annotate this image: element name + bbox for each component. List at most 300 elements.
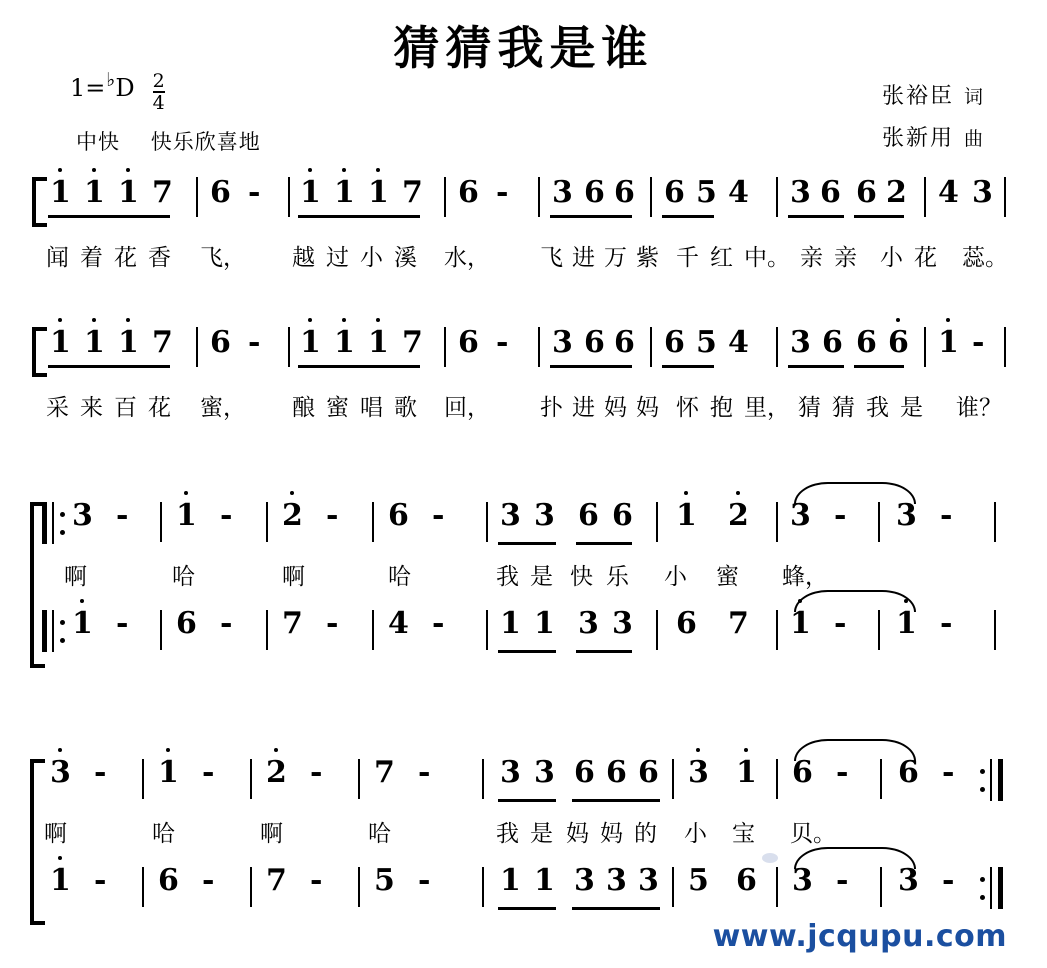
lyric-syllable: 哈 bbox=[368, 821, 391, 847]
note: 6 bbox=[458, 175, 479, 210]
note: 2 bbox=[728, 498, 749, 533]
note: 1 bbox=[334, 325, 355, 360]
beam bbox=[298, 215, 420, 218]
lyric-syllable: 里， bbox=[744, 395, 790, 421]
note: - bbox=[834, 498, 847, 533]
system-bracket bbox=[32, 177, 47, 227]
barline bbox=[776, 327, 778, 367]
lyric-syllable: 中。 bbox=[744, 245, 790, 271]
system-bracket bbox=[32, 327, 47, 377]
barline bbox=[538, 177, 540, 217]
lyricist: 张裕臣 词 bbox=[881, 84, 985, 109]
repeat-barline bbox=[42, 502, 47, 544]
barline bbox=[650, 327, 652, 367]
beam bbox=[788, 365, 844, 368]
barline bbox=[656, 610, 658, 650]
note: - bbox=[220, 498, 233, 533]
barline bbox=[776, 759, 778, 799]
barline bbox=[266, 502, 268, 542]
lyric-syllable: 蜜， bbox=[200, 395, 246, 421]
note: 3 bbox=[792, 863, 813, 898]
repeat-barline bbox=[42, 610, 47, 652]
lyric-syllable: 是 bbox=[530, 821, 553, 847]
notes-row-lower bbox=[0, 863, 1047, 917]
lyric-syllable: 红 bbox=[710, 245, 733, 271]
lyric-syllable: 蜂， bbox=[782, 564, 828, 590]
barline bbox=[538, 327, 540, 367]
lyric-syllable: 啊 bbox=[260, 821, 283, 847]
note: 4 bbox=[728, 175, 749, 210]
note: - bbox=[248, 175, 261, 210]
note: 2 bbox=[266, 755, 287, 790]
lyric-syllable: 啊 bbox=[64, 564, 87, 590]
barline bbox=[196, 177, 198, 217]
barline bbox=[776, 177, 778, 217]
barline bbox=[250, 867, 252, 907]
lyric-syllable: 扑 bbox=[540, 395, 563, 421]
music-system-3 bbox=[0, 498, 1047, 660]
note: 6 bbox=[822, 325, 843, 360]
repeat-barline bbox=[52, 610, 54, 652]
note: 7 bbox=[266, 863, 287, 898]
repeat-dot bbox=[60, 638, 65, 643]
lyric-syllable: 妈 bbox=[604, 395, 627, 421]
lyric-syllable: 过 bbox=[326, 245, 349, 271]
music-system-4 bbox=[0, 755, 1047, 917]
note: 1 bbox=[50, 325, 71, 360]
barline bbox=[266, 610, 268, 650]
note: 6 bbox=[736, 863, 757, 898]
notes-row-upper bbox=[0, 755, 1047, 809]
lyric-syllable: 乐 bbox=[606, 564, 629, 590]
note: 6 bbox=[574, 755, 595, 790]
composer: 张新用 曲 bbox=[881, 125, 985, 151]
note: 6 bbox=[856, 175, 877, 210]
note: 6 bbox=[614, 325, 635, 360]
note: 1 bbox=[118, 325, 139, 360]
note: 3 bbox=[896, 498, 917, 533]
beam bbox=[788, 215, 844, 218]
repeat-dot bbox=[980, 769, 985, 774]
lyric-syllable: 哈 bbox=[388, 564, 411, 590]
key-signature bbox=[70, 69, 165, 115]
beam bbox=[662, 365, 714, 368]
note: 2 bbox=[886, 175, 907, 210]
lyric-syllable: 亲 bbox=[800, 245, 823, 271]
note: 1 bbox=[368, 325, 389, 360]
barline bbox=[372, 502, 374, 542]
note: - bbox=[310, 863, 323, 898]
note: - bbox=[972, 325, 985, 360]
beam bbox=[298, 365, 420, 368]
lyric-syllable: 花 bbox=[148, 395, 171, 421]
note: - bbox=[496, 325, 509, 360]
lyric-syllable: 贝。 bbox=[790, 821, 836, 847]
note: 3 bbox=[72, 498, 93, 533]
note: 6 bbox=[664, 325, 685, 360]
barline bbox=[878, 610, 880, 650]
beam bbox=[576, 542, 632, 545]
note: 1 bbox=[534, 863, 555, 898]
flat-symbol: ♭ bbox=[106, 69, 116, 91]
lyric-syllable: 小 bbox=[664, 564, 687, 590]
repeat-dot bbox=[980, 787, 985, 792]
barline bbox=[486, 502, 488, 542]
note: 7 bbox=[374, 755, 395, 790]
lyric-syllable: 万 bbox=[604, 245, 627, 271]
lyric-syllable: 百 bbox=[114, 395, 137, 421]
barline bbox=[994, 502, 996, 542]
lyric-syllable: 闻 bbox=[46, 245, 69, 271]
repeat-dot bbox=[60, 530, 65, 535]
lyric-syllable: 怀 bbox=[676, 395, 699, 421]
barline bbox=[196, 327, 198, 367]
lyric-syllable: 飞， bbox=[200, 245, 246, 271]
lyric-syllable: 是 bbox=[530, 564, 553, 590]
lyric-syllable: 啊 bbox=[44, 821, 67, 847]
repeat-barline bbox=[998, 759, 1003, 801]
tempo-expression bbox=[76, 126, 261, 156]
note: 3 bbox=[638, 863, 659, 898]
time-signature-numerator: 2 bbox=[152, 70, 165, 92]
note: 3 bbox=[898, 863, 919, 898]
note: 5 bbox=[688, 863, 709, 898]
music-system-2 bbox=[0, 325, 1047, 419]
note: 6 bbox=[612, 498, 633, 533]
barline bbox=[924, 327, 926, 367]
lyric-syllable: 啊 bbox=[282, 564, 305, 590]
beam bbox=[498, 542, 556, 545]
barline bbox=[160, 502, 162, 542]
note: 3 bbox=[688, 755, 709, 790]
note: 6 bbox=[820, 175, 841, 210]
note: 4 bbox=[938, 175, 959, 210]
beam bbox=[854, 215, 904, 218]
page-title: 猜猜我是谁 bbox=[393, 21, 654, 75]
barline bbox=[160, 610, 162, 650]
note: - bbox=[202, 755, 215, 790]
note: 6 bbox=[856, 325, 877, 360]
note: 3 bbox=[790, 498, 811, 533]
lyric-syllable: 我 bbox=[496, 564, 519, 590]
note: 5 bbox=[696, 175, 717, 210]
beam bbox=[576, 650, 632, 653]
notes-row-lower bbox=[0, 606, 1047, 660]
note: 3 bbox=[534, 498, 555, 533]
note: 1 bbox=[50, 175, 71, 210]
lyric-syllable: 香 bbox=[148, 245, 171, 271]
note: 3 bbox=[790, 175, 811, 210]
note: 3 bbox=[500, 498, 521, 533]
note: 3 bbox=[50, 755, 71, 790]
repeat-barline bbox=[998, 867, 1003, 909]
note: 7 bbox=[402, 175, 423, 210]
paper-smudge bbox=[762, 853, 778, 863]
barline bbox=[650, 177, 652, 217]
lyric-syllable: 花 bbox=[914, 245, 937, 271]
lyric-syllable: 回， bbox=[444, 395, 490, 421]
note: 3 bbox=[578, 606, 599, 641]
lyric-syllable: 飞 bbox=[540, 245, 563, 271]
note: 1 bbox=[534, 606, 555, 641]
lyric-syllable: 哈 bbox=[152, 821, 175, 847]
lyric-syllable: 千 bbox=[676, 245, 699, 271]
note: 6 bbox=[388, 498, 409, 533]
note: 3 bbox=[534, 755, 555, 790]
note: 6 bbox=[614, 175, 635, 210]
beam bbox=[498, 907, 556, 910]
lyric-syllable: 越 bbox=[292, 245, 315, 271]
lyric-syllable: 蕊。 bbox=[962, 245, 1008, 271]
note: 1 bbox=[500, 606, 521, 641]
note: 3 bbox=[972, 175, 993, 210]
note: 3 bbox=[552, 175, 573, 210]
lyric-syllable: 溪 bbox=[394, 245, 417, 271]
beam bbox=[572, 799, 660, 802]
note: 7 bbox=[728, 606, 749, 641]
lyric-syllable: 亲 bbox=[834, 245, 857, 271]
note: - bbox=[94, 755, 107, 790]
notes-row bbox=[0, 325, 1047, 379]
note: 1 bbox=[790, 606, 811, 641]
lyric-syllable: 采 bbox=[46, 395, 69, 421]
note: - bbox=[418, 863, 431, 898]
note: 3 bbox=[606, 863, 627, 898]
note: 6 bbox=[898, 755, 919, 790]
lyric-syllable: 蜜 bbox=[716, 564, 739, 590]
notes-row-upper bbox=[0, 498, 1047, 552]
lyric-syllable: 小 bbox=[360, 245, 383, 271]
note: - bbox=[202, 863, 215, 898]
note: 5 bbox=[374, 863, 395, 898]
beam bbox=[550, 365, 632, 368]
note: 2 bbox=[282, 498, 303, 533]
barline bbox=[444, 327, 446, 367]
tempo-mark: 中快 bbox=[76, 130, 120, 154]
note: 7 bbox=[402, 325, 423, 360]
note: 1 bbox=[176, 498, 197, 533]
repeat-dot bbox=[980, 895, 985, 900]
note: 1 bbox=[896, 606, 917, 641]
repeat-dot bbox=[60, 620, 65, 625]
note: 6 bbox=[210, 325, 231, 360]
lyric-syllable: 歌 bbox=[394, 395, 417, 421]
repeat-dot bbox=[60, 512, 65, 517]
lyric-syllable: 进 bbox=[572, 395, 595, 421]
key-letter: D bbox=[115, 74, 135, 102]
lyric-syllable: 妈 bbox=[600, 821, 623, 847]
beam bbox=[498, 799, 556, 802]
note: 1 bbox=[158, 755, 179, 790]
note: 6 bbox=[210, 175, 231, 210]
barline bbox=[288, 327, 290, 367]
lyric-syllable: 宝 bbox=[732, 821, 755, 847]
repeat-barline bbox=[52, 502, 54, 544]
note: 7 bbox=[282, 606, 303, 641]
barline bbox=[288, 177, 290, 217]
note: 6 bbox=[176, 606, 197, 641]
site-watermark: www.jcqupu.com bbox=[712, 919, 1007, 954]
lyric-syllable: 紫 bbox=[636, 245, 659, 271]
note: 6 bbox=[458, 325, 479, 360]
lyric-syllable: 妈 bbox=[636, 395, 659, 421]
note: 1 bbox=[736, 755, 757, 790]
note: 1 bbox=[72, 606, 93, 641]
barline bbox=[444, 177, 446, 217]
lyric-syllable: 快 bbox=[570, 564, 593, 590]
key-prefix: 1= bbox=[70, 74, 106, 102]
note: - bbox=[834, 606, 847, 641]
lyric-syllable: 小 bbox=[880, 245, 903, 271]
note: 5 bbox=[696, 325, 717, 360]
note: 6 bbox=[664, 175, 685, 210]
note: - bbox=[496, 175, 509, 210]
barline bbox=[880, 759, 882, 799]
barline bbox=[994, 610, 996, 650]
note: - bbox=[116, 498, 129, 533]
note: - bbox=[940, 498, 953, 533]
note: 6 bbox=[158, 863, 179, 898]
note: 3 bbox=[574, 863, 595, 898]
beam bbox=[550, 215, 632, 218]
note: 4 bbox=[388, 606, 409, 641]
barline bbox=[372, 610, 374, 650]
time-signature bbox=[153, 72, 165, 113]
note: - bbox=[248, 325, 261, 360]
lyric-syllable: 我 bbox=[496, 821, 519, 847]
note: 1 bbox=[676, 498, 697, 533]
note: 1 bbox=[368, 175, 389, 210]
note: - bbox=[220, 606, 233, 641]
note: 3 bbox=[500, 755, 521, 790]
barline bbox=[880, 867, 882, 907]
credits bbox=[882, 76, 985, 160]
barline bbox=[878, 502, 880, 542]
repeat-barline bbox=[990, 759, 992, 801]
beam bbox=[48, 365, 170, 368]
note: 6 bbox=[888, 325, 909, 360]
note: 6 bbox=[638, 755, 659, 790]
beam bbox=[48, 215, 170, 218]
note: 1 bbox=[300, 325, 321, 360]
note: - bbox=[942, 755, 955, 790]
beam bbox=[498, 650, 556, 653]
lyric-syllable: 小 bbox=[684, 821, 707, 847]
lyric-syllable: 来 bbox=[80, 395, 103, 421]
lyric-syllable: 蜜 bbox=[326, 395, 349, 421]
note: 1 bbox=[118, 175, 139, 210]
lyric-syllable: 猜 bbox=[798, 395, 821, 421]
note: 1 bbox=[84, 175, 105, 210]
note: 3 bbox=[612, 606, 633, 641]
barline bbox=[1004, 177, 1006, 217]
time-signature-denominator: 4 bbox=[152, 92, 165, 114]
note: 7 bbox=[152, 325, 173, 360]
barline bbox=[776, 610, 778, 650]
note: 1 bbox=[84, 325, 105, 360]
barline bbox=[672, 867, 674, 907]
note: - bbox=[836, 863, 849, 898]
note: 1 bbox=[50, 863, 71, 898]
note: - bbox=[310, 755, 323, 790]
barline bbox=[776, 502, 778, 542]
barline bbox=[142, 759, 144, 799]
barline bbox=[358, 759, 360, 799]
note: 6 bbox=[584, 175, 605, 210]
lyric-syllable: 是 bbox=[900, 395, 923, 421]
note: 1 bbox=[334, 175, 355, 210]
lyric-syllable: 唱 bbox=[360, 395, 383, 421]
note: - bbox=[418, 755, 431, 790]
note: 6 bbox=[584, 325, 605, 360]
note: - bbox=[940, 606, 953, 641]
note: 3 bbox=[790, 325, 811, 360]
lyrics-row bbox=[0, 239, 1047, 279]
notes-row bbox=[0, 175, 1047, 229]
barline bbox=[358, 867, 360, 907]
note: - bbox=[942, 863, 955, 898]
lyric-syllable: 的 bbox=[634, 821, 657, 847]
note: 6 bbox=[606, 755, 627, 790]
note: - bbox=[432, 498, 445, 533]
lyric-syllable: 我 bbox=[866, 395, 889, 421]
barline bbox=[776, 867, 778, 907]
lyric-syllable: 着 bbox=[80, 245, 103, 271]
note: 6 bbox=[578, 498, 599, 533]
beam bbox=[854, 365, 904, 368]
barline bbox=[1004, 327, 1006, 367]
lyric-syllable: 谁？ bbox=[956, 395, 1002, 421]
lyric-syllable: 妈 bbox=[566, 821, 589, 847]
note: 1 bbox=[938, 325, 959, 360]
note: - bbox=[326, 498, 339, 533]
note: 1 bbox=[300, 175, 321, 210]
note: 7 bbox=[152, 175, 173, 210]
barline bbox=[250, 759, 252, 799]
note: - bbox=[836, 755, 849, 790]
lyric-syllable: 抱 bbox=[710, 395, 733, 421]
expression-mark: 快乐欣喜地 bbox=[150, 130, 261, 154]
barline bbox=[672, 759, 674, 799]
note: 4 bbox=[728, 325, 749, 360]
barline bbox=[482, 759, 484, 799]
note: 1 bbox=[500, 863, 521, 898]
lyrics-row bbox=[0, 389, 1047, 429]
note: 3 bbox=[552, 325, 573, 360]
lyric-syllable: 猜 bbox=[832, 395, 855, 421]
lyric-syllable: 哈 bbox=[172, 564, 195, 590]
lyric-syllable: 花 bbox=[114, 245, 137, 271]
lyric-syllable: 酿 bbox=[292, 395, 315, 421]
beam bbox=[662, 215, 714, 218]
repeat-dot bbox=[980, 877, 985, 882]
note: 6 bbox=[792, 755, 813, 790]
note: - bbox=[116, 606, 129, 641]
lyric-syllable: 水， bbox=[444, 245, 490, 271]
barline bbox=[142, 867, 144, 907]
beam bbox=[572, 907, 660, 910]
note: - bbox=[326, 606, 339, 641]
barline bbox=[924, 177, 926, 217]
repeat-barline bbox=[990, 867, 992, 909]
barline bbox=[656, 502, 658, 542]
note: 6 bbox=[676, 606, 697, 641]
music-system-1 bbox=[0, 175, 1047, 269]
barline bbox=[482, 867, 484, 907]
note: - bbox=[432, 606, 445, 641]
note: - bbox=[94, 863, 107, 898]
barline bbox=[486, 610, 488, 650]
